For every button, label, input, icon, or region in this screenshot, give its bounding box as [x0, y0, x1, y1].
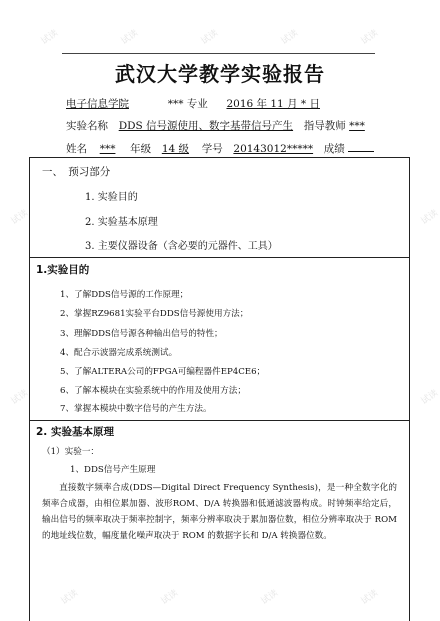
student-id-label: 学号 [201, 143, 223, 155]
watermark: 试读 [359, 28, 381, 47]
purpose-heading: 1.实验目的 [36, 264, 90, 276]
report-frame [29, 157, 410, 621]
watermark: 试读 [419, 388, 440, 407]
grade-value: 14 级 [161, 143, 190, 155]
date-value: 2016 年 11 月 * 日 [226, 98, 320, 110]
report-title: 武汉大学教学实验报告 [115, 62, 325, 86]
teacher-label: 指导教师 [303, 120, 346, 132]
preview-heading: 一、 预习部分 [42, 166, 111, 178]
purpose-item: 4、配合示波器完成系统测试。 [60, 348, 178, 358]
info-row-school [66, 96, 320, 111]
principle-sub2: 1、DDS信号产生原理 [70, 465, 156, 475]
watermark: 试读 [199, 28, 221, 47]
info-row-experiment [66, 118, 365, 133]
major-label: 专业 [186, 98, 208, 110]
grade-label: 年级 [130, 143, 152, 155]
purpose-item: 7、掌握本模块中数字信号的产生方法。 [60, 404, 212, 414]
watermark: 试读 [119, 28, 141, 47]
name-label: 姓名 [66, 143, 87, 155]
experiment-name: DDS 信号源使用、数字基带信号产生 [118, 120, 294, 132]
student-id-value: 20143012***** [233, 143, 314, 155]
principle-heading: 2. 实验基本原理 [36, 426, 114, 438]
watermark: 试读 [9, 388, 31, 407]
purpose-item: 1、了解DDS信号源的工作原理； [60, 290, 189, 300]
purpose-item: 5、了解ALTERA公司的FPGA可编程器件EP4CE6； [60, 367, 266, 377]
preview-item: 1. 实验目的 [85, 192, 138, 203]
experiment-label: 实验名称 [66, 120, 108, 132]
watermark: 试读 [419, 208, 440, 227]
school-value: 电子信息学院 [66, 98, 129, 110]
top-divider [62, 53, 375, 54]
watermark: 试读 [159, 588, 181, 607]
watermark: 试读 [279, 28, 301, 47]
major-value: *** [167, 98, 184, 110]
preview-item: 3. 主要仪器设备（含必要的元器件、工具） [85, 241, 278, 252]
purpose-item: 3、理解DDS信号源各种输出信号的特性； [60, 329, 223, 339]
section-divider [30, 420, 409, 421]
preview-item: 2. 实验基本原理 [85, 217, 158, 228]
watermark: 试读 [59, 588, 81, 607]
teacher-value: *** [349, 120, 365, 132]
score-blank [348, 140, 374, 152]
score-label: 成绩 [323, 143, 345, 155]
watermark: 试读 [39, 28, 61, 47]
principle-sub1: （1）实验一： [42, 447, 100, 457]
watermark: 试读 [259, 588, 281, 607]
purpose-item: 6、了解本模块在实验系统中的作用及使用方法； [60, 386, 246, 396]
section-divider [30, 257, 409, 258]
info-row-student [66, 140, 374, 156]
purpose-item: 2、掌握RZ9681实验平台DDS信号源使用方法； [60, 309, 249, 319]
watermark: 试读 [359, 588, 381, 607]
watermark: 试读 [9, 208, 31, 227]
principle-paragraph: 直接数字频率合成(DDS—Digital Direct Frequency Synthesis)，是一种全数字化的频率合成器，由相位累加器、波形ROM、D/A 转换器和低通滤波器构成。时钟频率给定后，输出信号的频率取决于频率控制字，频率分辨率取决于累加器位数，相位分辨率取决于 ROM 的地址线位数，幅度量化噪声取决于 ROM 的数据字长和 D/A 转换器位数。 [42, 483, 397, 541]
name-value: *** [99, 143, 116, 155]
